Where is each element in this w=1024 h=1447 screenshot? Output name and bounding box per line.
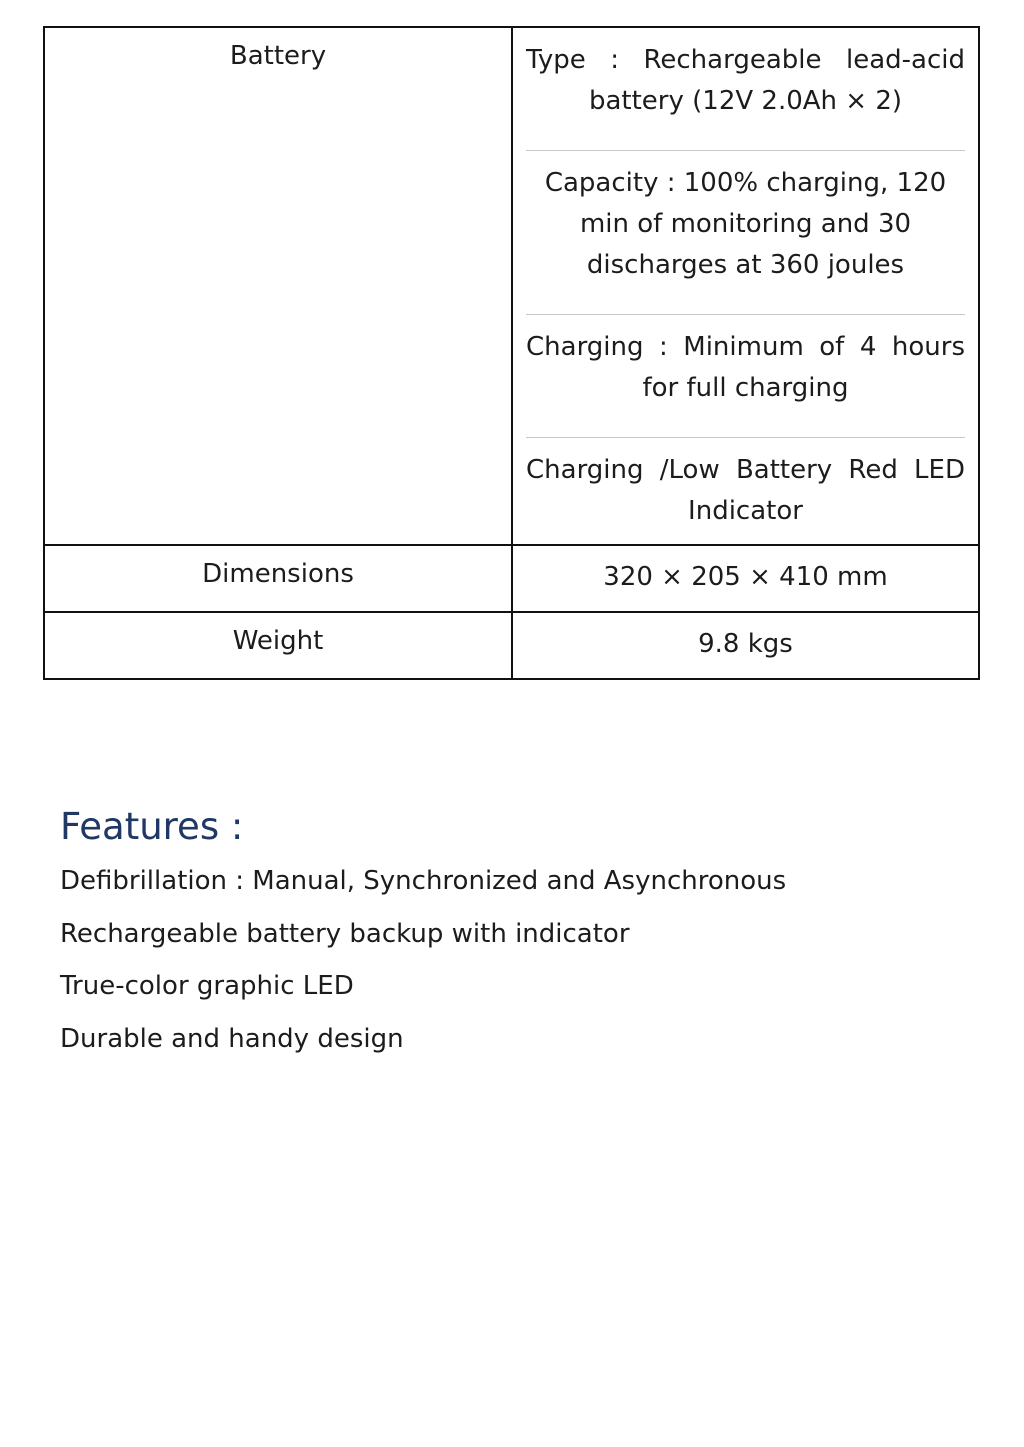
battery-capacity-item [526,151,965,315]
feature-item: True-color graphic LED [60,971,354,1002]
battery-capacity-line-3: discharges at 360 joules [586,250,905,280]
features-list [60,862,980,1058]
battery-type-item [526,28,965,151]
dimensions-row [44,545,979,612]
battery-charging-item [526,315,965,438]
battery-indicator-line-2: Indicator [688,496,803,526]
battery-capacity-line-2: min of monitoring and 30 [579,209,912,239]
spec-table [43,26,980,680]
weight-label: Weight [44,612,512,679]
feature-item: Rechargeable battery backup with indicator [60,918,630,949]
battery-indicator-item [526,438,965,544]
battery-charging-line-2: for full charging [642,373,849,403]
feature-item: Defibrillation : Manual, Synchronized and Asynchronous [60,866,787,896]
battery-capacity-line-1: Capacity : 100% charging, 120 [544,168,947,198]
dimensions-label: Dimensions [44,545,512,612]
weight-row [44,612,979,679]
dimensions-value: 320 × 205 × 410 mm [512,545,979,612]
battery-charging-line-1: Charging : Minimum of 4 hours [526,332,965,362]
feature-item: Durable and handy design [60,1024,404,1055]
weight-value: 9.8 kgs [512,612,979,679]
battery-values [512,27,979,545]
battery-label: Battery [44,27,512,545]
battery-indicator-line-1: Charging /Low Battery Red LED [526,455,965,485]
battery-type-line-2: battery (12V 2.0Ah × 2) [588,86,903,116]
battery-type-line-1: Type : Rechargeable lead-acid [526,45,965,75]
features-section [60,800,980,1073]
battery-row [44,27,979,545]
features-heading: Features : [60,805,244,848]
